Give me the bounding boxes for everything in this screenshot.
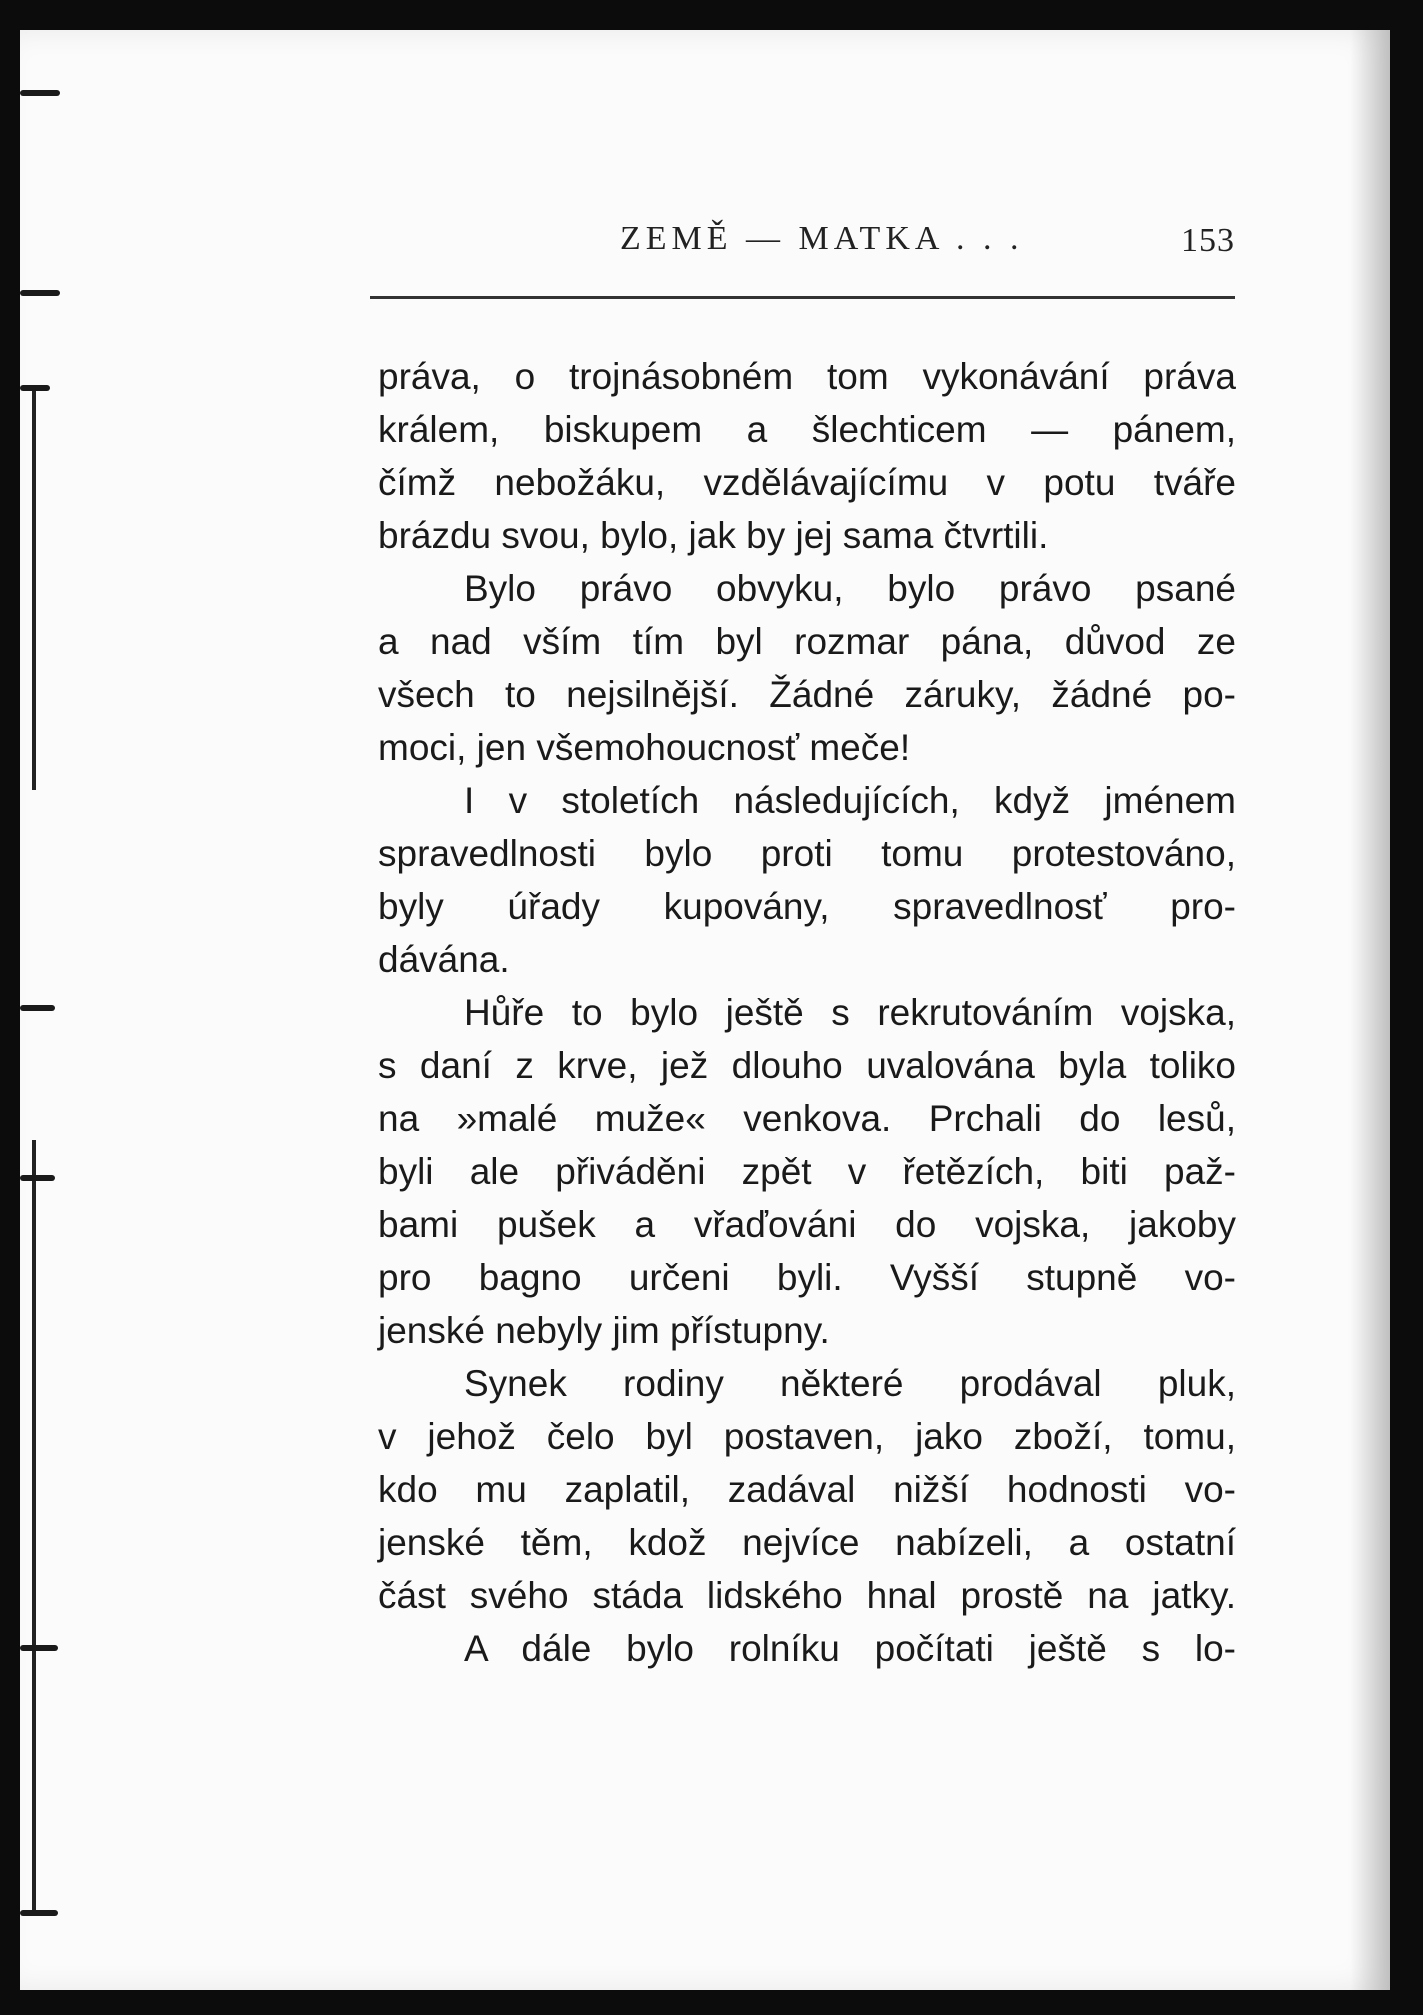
binding-stitch-mark (20, 290, 60, 296)
binding-stitch-mark (20, 385, 50, 391)
text-line: jenské nebyly jim přístupny. (378, 1310, 830, 1351)
binding-stitch-mark (20, 1175, 55, 1181)
binding-stitch-mark (20, 1005, 55, 1011)
text-line: dávána. (378, 939, 510, 980)
text-line: část svého stáda lidského hnal prostě na jatky. (378, 1575, 1236, 1616)
text-line: pro bagno určeni byli. Vyšší stupně vo- (378, 1257, 1236, 1298)
text-line: králem, biskupem a šlechticem — pánem, (378, 409, 1236, 450)
text-line: moci, jen všemohoucnosť meče! (378, 727, 911, 768)
text-line: všech to nejsilnější. Žádné záruky, žádné po- (378, 674, 1236, 715)
page-edge-shadow (1350, 30, 1390, 1990)
text-line: kdo mu zaplatil, zadával nižší hodnosti vo- (378, 1469, 1236, 1510)
text-line: práva, o trojnásobném tom vykonávání práva (378, 356, 1236, 397)
text-line: byly úřady kupovány, spravedlnosť pro- (378, 886, 1236, 927)
text-line: Synek rodiny některé prodával pluk, (464, 1363, 1236, 1404)
text-line: čímž nebožáku, vzdělávajícímu v potu tváře (378, 462, 1236, 503)
text-line: spravedlnosti bylo proti tomu protestováno, (378, 833, 1236, 874)
running-title: ZEMĚ — MATKA . . . (620, 220, 1024, 257)
binding-stitch-mark (20, 1910, 58, 1916)
text-line: na »malé muže« venkova. Prchali do lesů, (378, 1098, 1236, 1139)
text-line: A dále bylo rolníku počítati ještě s lo- (464, 1628, 1236, 1669)
text-line: I v stoletích následujících, když jménem (464, 780, 1236, 821)
binding-thread (32, 1140, 36, 1910)
text-line: bami pušek a vřaďováni do vojska, jakoby (378, 1204, 1236, 1245)
header-rule (370, 296, 1235, 299)
text-line: Hůře to bylo ještě s rekrutováním vojska, (464, 992, 1236, 1033)
page-header (370, 210, 1235, 270)
binding-thread (32, 390, 36, 790)
page-number: 153 (1181, 222, 1235, 259)
binding-stitch-mark (20, 90, 60, 96)
text-line: s daní z krve, jež dlouho uvalována byla toliko (378, 1045, 1236, 1086)
text-line: v jehož čelo byl postaven, jako zboží, tomu, (378, 1416, 1236, 1457)
text-line: jenské těm, kdož nejvíce nabízeli, a ostatní (378, 1522, 1236, 1563)
text-line: a nad vším tím byl rozmar pána, důvod ze (378, 621, 1236, 662)
body-text (378, 350, 1236, 1675)
text-line: Bylo právo obvyku, bylo právo psané (464, 568, 1236, 609)
text-line: byli ale přiváděni zpět v řetězích, biti paž- (378, 1151, 1236, 1192)
text-line: brázdu svou, bylo, jak by jej sama čtvrtili. (378, 515, 1049, 556)
binding-stitch-mark (20, 1645, 58, 1651)
